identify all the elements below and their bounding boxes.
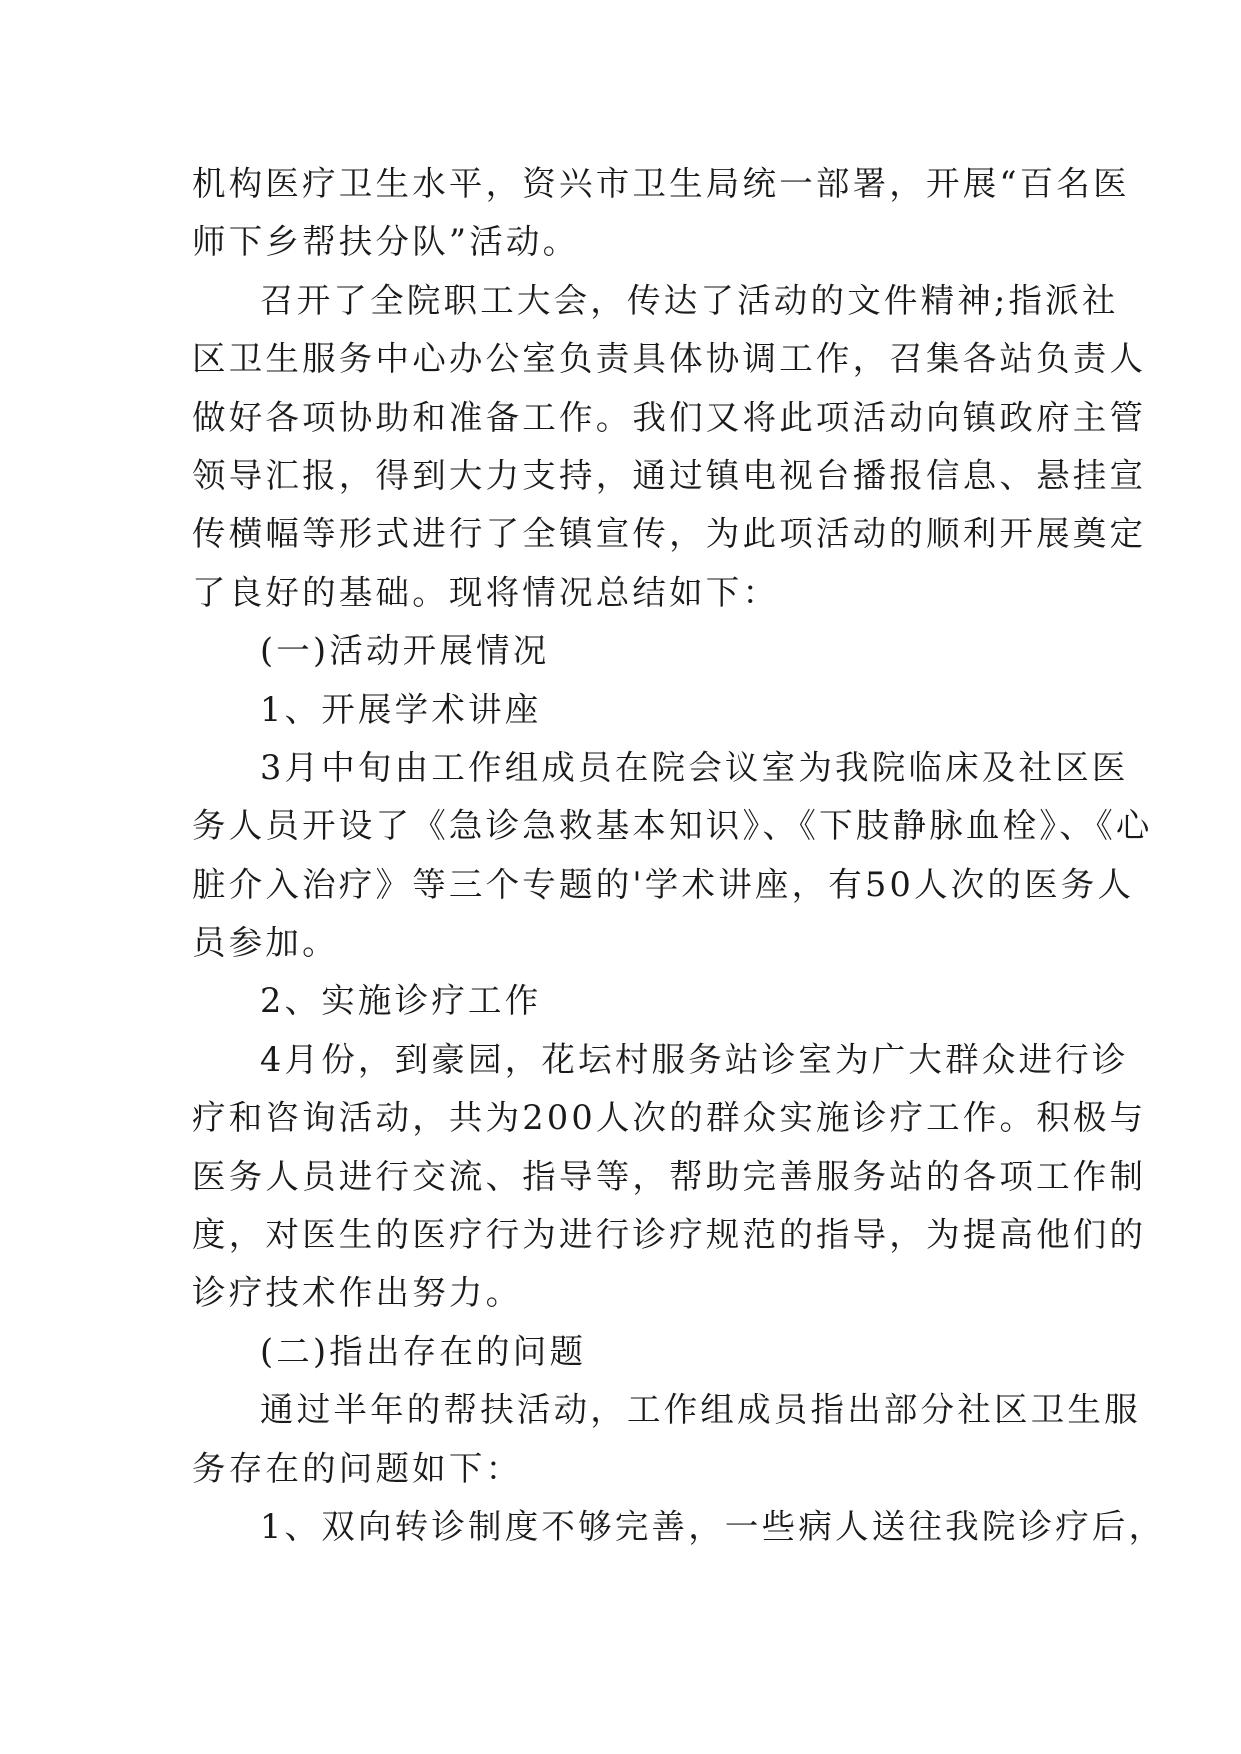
section-heading: (一)活动开展情况 (260, 631, 550, 671)
text-line: 机构医疗卫生水平，资兴市卫生局统一部署，开展“百名医 (192, 164, 1130, 203)
text-line: 员参加。 (192, 923, 339, 963)
text-line: 区卫生服务中心办公室负责具体协调工作，召集各站负责人 (192, 339, 1147, 379)
text-line: 了良好的基础。现将情况总结如下： (192, 572, 780, 612)
text-line: 诊疗技术作出努力。 (192, 1273, 523, 1313)
subsection-heading: 1、开展学术讲座 (260, 689, 542, 729)
text-line: 脏介入治疗》等三个专题的'学术讲座，有50人次的医务人 (192, 864, 1135, 904)
body-text (192, 155, 1166, 1556)
text-line: 务存在的问题如下： (192, 1448, 523, 1488)
paragraph-start-line: 3月中旬由工作组成员在院会议室为我院临床及社区医 (260, 747, 1129, 787)
paragraph-start-line: 4月份，到豪园，花坛村服务站诊室为广大群众进行诊 (260, 1039, 1129, 1079)
text-line: 务人员开设了《急诊急救基本知识》、《下肢静脉血栓》、《心 (192, 806, 1153, 846)
paragraph-start-line: 召开了全院职工大会，传达了活动的文件精神;指派社 (260, 280, 1119, 320)
text-line: 医务人员进行交流、指导等，帮助完善服务站的各项工作制 (192, 1156, 1147, 1196)
text-line: 做好各项协助和准备工作。我们又将此项活动向镇政府主管 (192, 397, 1147, 437)
paragraph-start-line: 通过半年的帮扶活动，工作组成员指出部分社区卫生服 (260, 1390, 1141, 1430)
paragraph-start-line: 1、双向转诊制度不够完善，一些病人送往我院诊疗后， (260, 1506, 1166, 1546)
text-line: 度，对医生的医疗行为进行诊疗规范的指导，为提高他们的 (192, 1215, 1147, 1255)
text-line: 疗和咨询活动，共为200人次的群众实施诊疗工作。积极与 (192, 1098, 1147, 1138)
text-line: 领导汇报，得到大力支持，通过镇电视台播报信息、悬挂宣 (192, 455, 1147, 495)
text-line: 师下乡帮扶分队”活动。 (192, 222, 580, 262)
subsection-heading: 2、实施诊疗工作 (260, 981, 542, 1021)
text-line: 传横幅等形式进行了全镇宣传，为此项活动的顺利开展奠定 (192, 514, 1147, 554)
section-heading: (二)指出存在的问题 (260, 1331, 587, 1371)
